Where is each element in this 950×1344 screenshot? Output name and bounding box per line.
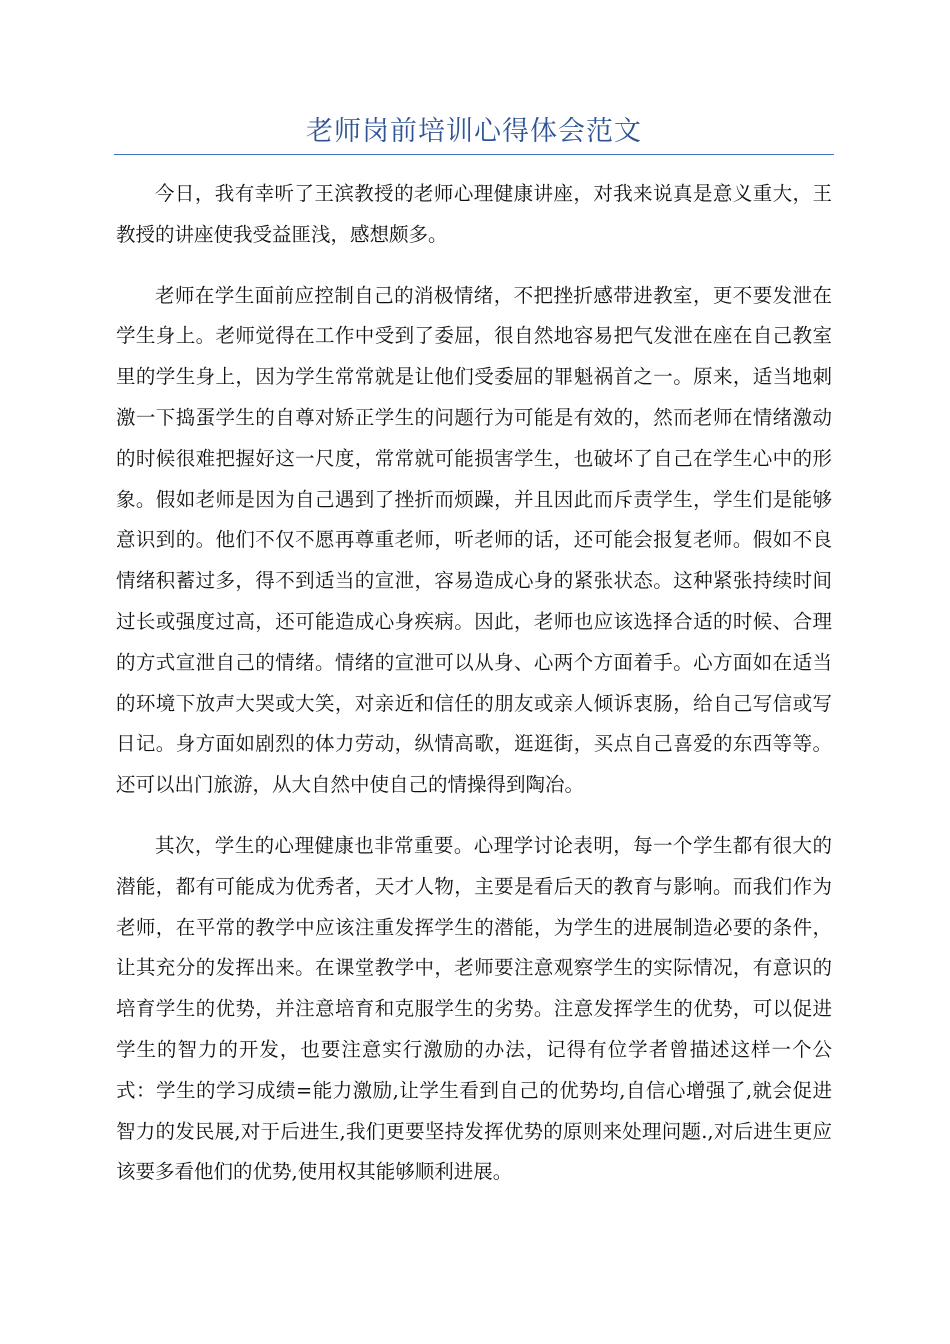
document-title: 老师岗前培训心得体会范文 xyxy=(306,116,642,147)
paragraph-intro: 今日，我有幸听了王滨教授的老师心理健康讲座，对我来说真是意义重大，王教授的讲座使我受益匪浅，感想颇多。 xyxy=(116,182,832,246)
paragraph-student-mental-health: 其次，学生的心理健康也非常重要。心理学讨论表明，每一个学生都有很大的潜能，都有可能成为优秀者，天才人物，主要是看后天的教育与影响。而我们作为老师，在平常的教学中应该注重发挥学生的潜能，为学生的进展制造必要的条件，让其充分的发挥出来。在课堂教学中，老师要注意观察学生的实际情况，有意识的培育学生的优势，并注意培育和克服学生的劣势。注意发挥学生的优势，可以促进学生的智力的开发，也要注意实行激励的办法，记得有位学者曾描述这样一个公式：学生的学习成绩=能力激励,让学生看到自己的优势均,自信心增强了,就会促进智力的发民展,对于后进生,我们更要坚持发挥优势的原则来处理问题.,对后进生更应该要多看他们的优势,使用权其能够顺利进展。 xyxy=(116,833,832,1184)
title-underline-divider xyxy=(114,154,834,155)
paragraph-teacher-emotions: 老师在学生面前应控制自己的消极情绪，不把挫折感带进教室，更不要发泄在学生身上。老师觉得在工作中受到了委屈，很自然地容易把气发泄在座在自己教室里的学生身上，因为学生常常就是让他们受委屈的罪魁祸首之一。原来，适当地刺激一下捣蛋学生的自尊对矫正学生的问题行为可能是有效的，然而老师在情绪激动的时候很难把握好这一尺度，常常就可能损害学生，也破坏了自己在学生心中的形象。假如老师是因为自己遇到了挫折而烦躁，并且因此而斥责学生，学生们是能够意识到的。他们不仅不愿再尊重老师，听老师的话，还可能会报复老师。假如不良情绪积蓄过多，得不到适当的宣泄，容易造成心身的紧张状态。这种紧张持续时间过长或强度过高，还可能造成心身疾病。因此，老师也应该选择合适的时候、合理的方式宣泄自己的情绪。情绪的宣泄可以从身、心两个方面着手。心方面如在适当的环境下放声大哭或大笑，对亲近和信任的朋友或亲人倾诉衷肠，给自己写信或写日记。身方面如剧烈的体力劳动，纵情高歌，逛逛街，买点自己喜爱的东西等等。还可以出门旅游，从大自然中使自己的情操得到陶冶。 xyxy=(116,283,832,797)
document-body xyxy=(116,174,832,1213)
